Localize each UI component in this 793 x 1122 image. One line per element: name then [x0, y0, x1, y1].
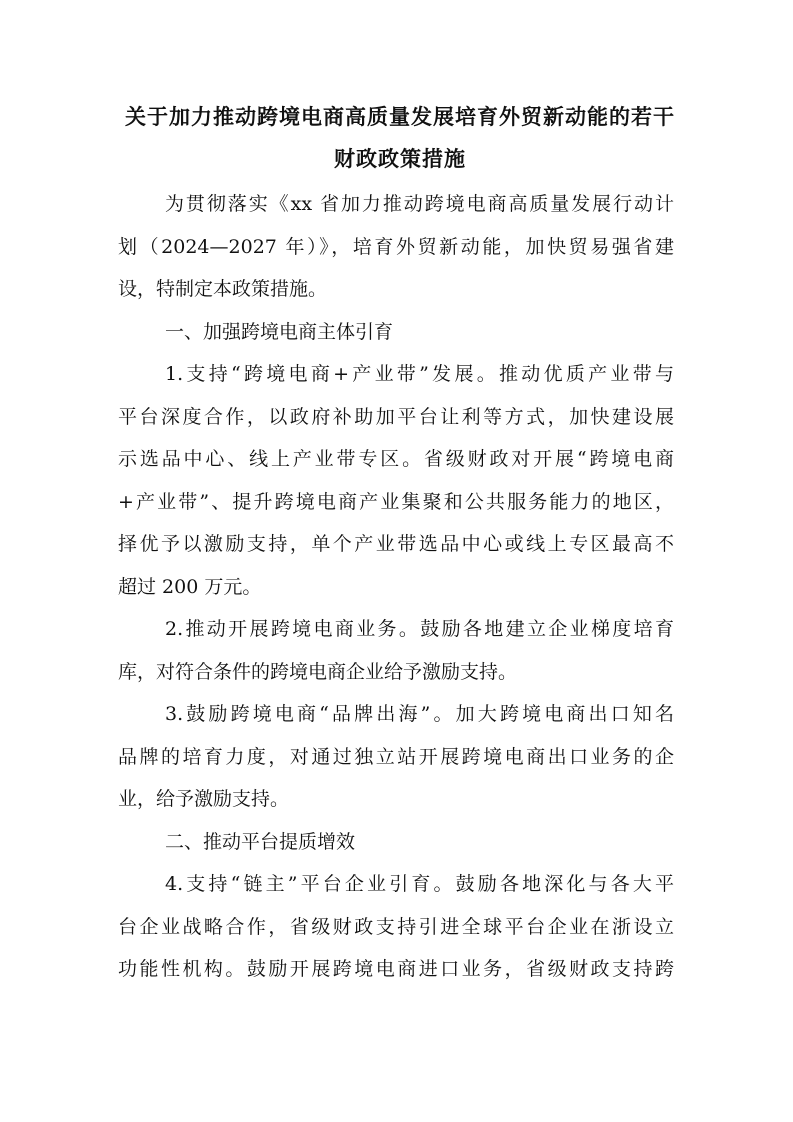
paragraph-line: 示选品中心、线上产业带专区。省级财政对开展“跨境电商 [118, 448, 674, 470]
paragraph-line: 台企业战略合作，省级财政支持引进全球平台企业在浙设立 [118, 916, 674, 938]
paragraph-line: 划（2024—2027 年）》，培育外贸新动能，加快贸易强省建 [118, 236, 674, 258]
paragraph-line: 4.支持“链主”平台企业引育。鼓励各地深化与各大平 [165, 873, 674, 895]
section-heading: 二、推动平台提质增效 [165, 831, 356, 853]
paragraph-line: 业，给予激励支持。 [118, 788, 290, 810]
paragraph-line: 设，特制定本政策措施。 [118, 278, 328, 300]
paragraph-line: 1.支持“跨境电商+产业带”发展。推动优质产业带与 [165, 363, 674, 385]
document-title-line-1: 关于加力推动跨境电商高质量发展培育外贸新动能的若干 [125, 104, 675, 129]
paragraph-line: 功能性机构。鼓励开展跨境电商进口业务，省级财政支持跨 [118, 958, 674, 980]
paragraph-line: +产业带”、提升跨境电商产业集聚和公共服务能力的地区， [118, 491, 674, 513]
paragraph-line: 为贯彻落实《xx 省加力推动跨境电商高质量发展行动计 [165, 193, 674, 215]
paragraph-line: 库，对符合条件的跨境电商企业给予激励支持。 [118, 661, 518, 683]
paragraph-line: 平台深度合作，以政府补助加平台让利等方式，加快建设展 [118, 406, 674, 428]
paragraph-line: 2.推动开展跨境电商业务。鼓励各地建立企业梯度培育 [165, 618, 674, 640]
paragraph-line: 品牌的培育力度，对通过独立站开展跨境电商出口业务的企 [118, 746, 674, 768]
paragraph-line: 择优予以激励支持，单个产业带选品中心或线上专区最高不 [118, 533, 674, 555]
paragraph-line: 超过 200 万元。 [118, 576, 262, 598]
section-heading: 一、加强跨境电商主体引育 [165, 321, 394, 343]
document-title-line-2: 财政政策措施 [334, 146, 466, 171]
paragraph-line: 3.鼓励跨境电商“品牌出海”。加大跨境电商出口知名 [165, 703, 674, 725]
